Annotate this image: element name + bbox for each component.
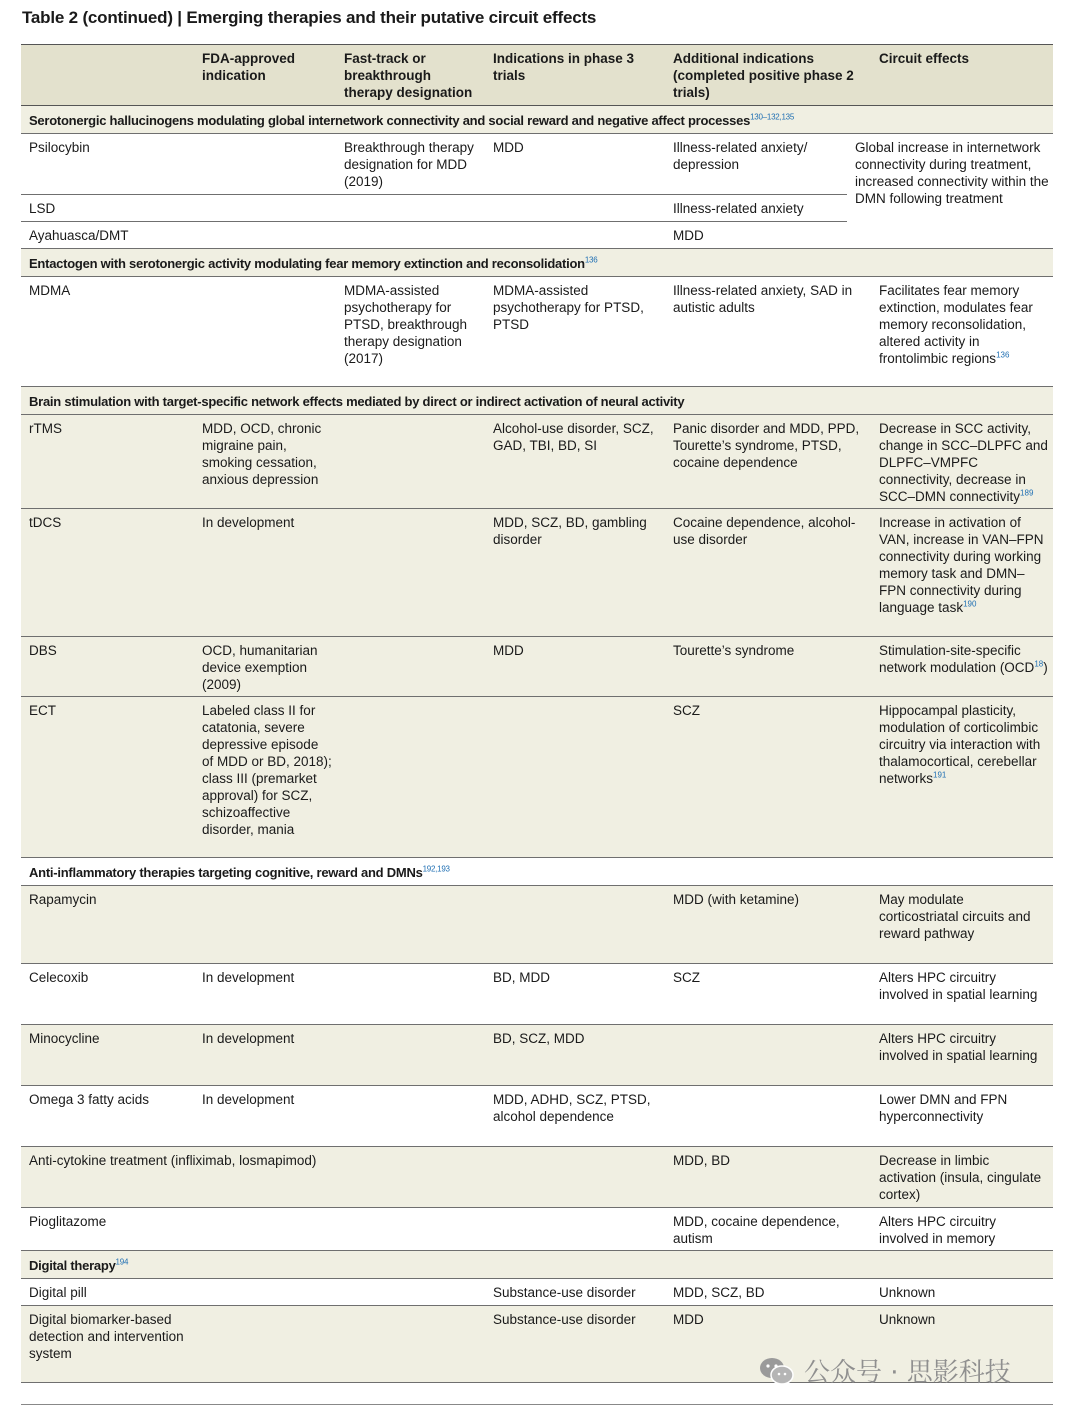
table-title: Table 2 (continued) | Emerging therapies and their putative circuit effects <box>22 8 597 27</box>
phase3-cell: MDD, SCZ, BD, gambling disorder <box>493 515 647 547</box>
circuit-effect-cell: Alters HPC circuitry involved in memory <box>879 1214 997 1246</box>
phase3-cell <box>485 1208 665 1250</box>
additional-cell: Cocaine dependence, alcohol-use disorder <box>673 515 856 547</box>
section-title: Entactogen with serotonergic activity modulating fear memory extinction and reconsolidation <box>29 256 585 271</box>
table-row <box>21 637 1053 697</box>
therapy-name: Rapamycin <box>29 892 97 907</box>
phase3-cell: Substance-use disorder <box>493 1312 636 1327</box>
phase3-cell <box>485 697 665 857</box>
fasttrack-cell: MDMA-assisted psychotherapy for PTSD, breakthrough therapy designation (2017) <box>344 283 468 366</box>
circuit-effect-cell <box>871 509 1051 636</box>
fasttrack-cell <box>336 697 485 857</box>
table-row <box>21 1025 1053 1086</box>
table-row <box>21 509 1053 637</box>
section-hallucinogens <box>21 106 1053 134</box>
additional-cell: Illness-related anxiety, SAD in autistic adults <box>673 283 853 315</box>
fda-cell: In development <box>202 1031 295 1046</box>
phase3-cell <box>485 1147 665 1207</box>
section-title: Serotonergic hallucinogens modulating global internetwork connectivity and social reward and negative affect processes <box>29 113 751 128</box>
fda-cell: In development <box>202 970 295 985</box>
table-row <box>21 222 847 248</box>
circuit-effect-text: Hippocampal plasticity, modulation of corticolimbic circuitry via interaction with thalamocortical, cerebellar networks <box>879 703 1041 786</box>
circuit-effect-cell: Alters HPC circuitry involved in spatial learning <box>879 970 1038 1002</box>
fda-cell: In development <box>202 515 295 530</box>
additional-cell: MDD (with ketamine) <box>673 892 800 907</box>
additional-cell: MDD <box>673 1312 704 1327</box>
fasttrack-cell: Breakthrough therapy designation for MDD (2019) <box>344 140 474 189</box>
fda-cell <box>194 886 336 963</box>
table-header-row <box>21 45 1053 106</box>
col-header-additional: Additional indications (completed positive phase 2 trials) <box>673 51 854 100</box>
additional-cell: MDD, SCZ, BD <box>673 1285 765 1300</box>
additional-cell: Tourette’s syndrome <box>673 643 795 658</box>
fasttrack-cell <box>336 415 485 508</box>
additional-cell: Panic disorder and MDD, PPD, Tourette’s syndrome, PTSD, cocaine dependence <box>673 421 860 470</box>
therapy-name: LSD <box>29 201 56 216</box>
additional-cell <box>665 1086 871 1146</box>
table-row <box>21 1086 1053 1147</box>
additional-cell: Illness-related anxiety/ depression <box>673 140 808 172</box>
additional-cell: MDD, cocaine dependence, autism <box>673 1214 840 1246</box>
ref-link[interactable]: 18 <box>1034 659 1044 669</box>
fda-cell: Labeled class II for catatonia, severe depressive episode of MDD or BD, 2018); class III (premarket approval) for SCZ, schizoaffective disorder, mania <box>202 703 332 837</box>
therapy-name: Pioglitazome <box>29 1214 107 1229</box>
phase3-cell: MDD <box>493 643 524 658</box>
col-header-circuit: Circuit effects <box>879 51 970 66</box>
therapy-name: Celecoxib <box>29 970 89 985</box>
phase3-cell: MDMA-assisted psychotherapy for PTSD, PTSD <box>493 283 644 332</box>
col-header-phase3: Indications in phase 3 trials <box>493 51 635 83</box>
watermark-text: 公众号 · 思影科技 <box>804 1358 1011 1388</box>
fasttrack-cell <box>336 195 485 221</box>
additional-cell: SCZ <box>673 970 700 985</box>
fasttrack-cell <box>336 222 485 248</box>
table-row <box>21 886 1053 964</box>
section-brain-stimulation <box>21 387 1053 415</box>
phase3-cell <box>485 222 665 248</box>
circuit-effect-cell: Unknown <box>879 1312 936 1327</box>
circuit-effect-cell <box>871 415 1051 508</box>
additional-cell: Illness-related anxiety <box>673 201 804 216</box>
col-header-therapy <box>21 45 194 105</box>
hallucinogen-group <box>21 134 1053 249</box>
ref-link[interactable]: 136 <box>996 350 1010 360</box>
phase3-cell: BD, SCZ, MDD <box>493 1031 585 1046</box>
col-header-fasttrack: Fast-track or breakthrough therapy designation <box>344 51 473 100</box>
fda-cell <box>194 222 336 248</box>
table-row <box>21 134 847 195</box>
therapy-name: Anti-cytokine treatment (infliximab, losmapimod) <box>29 1153 317 1168</box>
table-row <box>21 195 847 222</box>
fda-cell <box>194 1279 336 1305</box>
therapy-name: MDMA <box>29 283 71 298</box>
circuit-effect-text: Facilitates fear memory extinction, modulates fear memory reconsolidation, altered activity in frontolimbic regions <box>879 283 1033 366</box>
therapy-name: Digital pill <box>29 1285 87 1300</box>
additional-cell: MDD, BD <box>673 1153 730 1168</box>
therapy-name: ECT <box>29 703 56 718</box>
table-row <box>21 277 1053 387</box>
circuit-effect-cell <box>871 697 1051 857</box>
phase3-cell: BD, MDD <box>493 970 550 985</box>
therapy-name: Psilocybin <box>29 140 90 155</box>
therapy-name: rTMS <box>29 421 62 436</box>
table-row <box>21 964 1053 1025</box>
section-digital-therapy <box>21 1251 1053 1279</box>
phase3-cell: Alcohol-use disorder, SCZ, GAD, TBI, BD, SI <box>493 421 654 453</box>
fasttrack-cell <box>336 1306 485 1382</box>
fasttrack-cell <box>336 637 485 696</box>
section-title: Brain stimulation with target-specific network effects mediated by direct or indirect activation of neural activity <box>29 394 685 409</box>
table-row <box>21 1279 1053 1306</box>
fasttrack-cell <box>336 1208 485 1250</box>
therapy-name: Omega 3 fatty acids <box>29 1092 150 1107</box>
phase3-cell <box>485 886 665 963</box>
fda-cell <box>194 134 336 194</box>
ref-link[interactable]: 191 <box>933 770 947 780</box>
section-title: Anti-inflammatory therapies targeting cognitive, reward and DMNs <box>29 865 423 880</box>
additional-cell <box>665 1025 871 1085</box>
fasttrack-cell <box>336 1147 485 1207</box>
therapy-name: DBS <box>29 643 57 658</box>
circuit-effect-cell: Unknown <box>879 1285 936 1300</box>
phase3-cell <box>485 195 665 221</box>
fasttrack-cell <box>336 1086 485 1146</box>
therapy-name: tDCS <box>29 515 62 530</box>
phase3-cell: Substance-use disorder <box>493 1285 636 1300</box>
fda-cell: In development <box>202 1092 295 1107</box>
circuit-effect-cell: May modulate corticostriatal circuits and reward pathway <box>879 892 1031 941</box>
fda-cell: MDD, OCD, chronic migraine pain, smoking cessation, anxious depression <box>202 421 322 487</box>
table-row <box>21 1208 1053 1251</box>
ref-link[interactable]: 192,193 <box>422 864 450 874</box>
section-entactogen <box>21 249 1053 277</box>
circuit-effect-text: Stimulation-site-specific network modulation (OCD <box>879 643 1035 675</box>
fasttrack-cell <box>336 1025 485 1085</box>
circuit-effect-cell <box>871 637 1051 696</box>
table-row <box>21 415 1053 509</box>
ref-link[interactable]: 194 <box>115 1257 129 1267</box>
fasttrack-cell <box>336 509 485 636</box>
circuit-effect-text: Increase in activation of VAN, increase in VAN–FPN connectivity during working memory task and DMN–FPN connectivity during language task <box>879 515 1044 615</box>
additional-cell: MDD <box>673 228 704 243</box>
wechat-icon <box>758 1356 794 1386</box>
table-row <box>21 697 1053 858</box>
therapy-name: Minocycline <box>29 1031 100 1046</box>
circuit-effect-cell: Alters HPC circuitry involved in spatial learning <box>879 1031 1038 1063</box>
ref-link[interactable]: 136 <box>584 255 598 265</box>
ref-link[interactable]: 130–132,135 <box>750 112 795 122</box>
fda-cell <box>194 1306 336 1382</box>
circuit-effect-cell <box>871 277 1051 386</box>
ref-link[interactable]: 190 <box>963 599 977 609</box>
section-title: Digital therapy <box>29 1258 116 1273</box>
fasttrack-cell <box>336 886 485 963</box>
fda-cell <box>194 277 336 386</box>
circuit-effect-text: Decrease in SCC activity, change in SCC–DLPFC and DLPFC–VMPFC connectivity, decrease in SCC–DMN connectivity <box>879 421 1048 504</box>
col-header-fda: FDA-approved indication <box>202 51 296 83</box>
therapy-name: Ayahuasca/DMT <box>29 228 129 243</box>
fda-cell: OCD, humanitarian device exemption (2009) <box>202 643 318 692</box>
fasttrack-cell <box>336 1279 485 1305</box>
section-anti-inflammatory <box>21 858 1053 886</box>
therapies-table <box>21 44 1053 1383</box>
circuit-effect-suffix: ) <box>1043 660 1048 675</box>
phase3-cell: MDD, ADHD, SCZ, PTSD, alcohol dependence <box>493 1092 651 1124</box>
circuit-effect-cell: Global increase in internetwork connectivity during treatment, increased connectivity within the DMN following treatment <box>855 140 1049 206</box>
table-bottom-rule <box>21 1404 1053 1405</box>
watermark <box>758 1352 1011 1389</box>
fasttrack-cell <box>336 964 485 1024</box>
fda-cell <box>194 195 336 221</box>
circuit-effect-cell: Lower DMN and FPN hyperconnectivity <box>879 1092 1008 1124</box>
phase3-cell: MDD <box>493 140 524 155</box>
circuit-effect-cell: Decrease in limbic activation (insula, cingulate cortex) <box>879 1153 1042 1202</box>
fda-cell <box>194 1208 336 1250</box>
table-row <box>21 1147 1053 1208</box>
therapy-name: Digital biomarker-based detection and intervention system <box>29 1312 184 1361</box>
additional-cell: SCZ <box>673 703 700 718</box>
ref-link[interactable]: 189 <box>1020 488 1034 498</box>
